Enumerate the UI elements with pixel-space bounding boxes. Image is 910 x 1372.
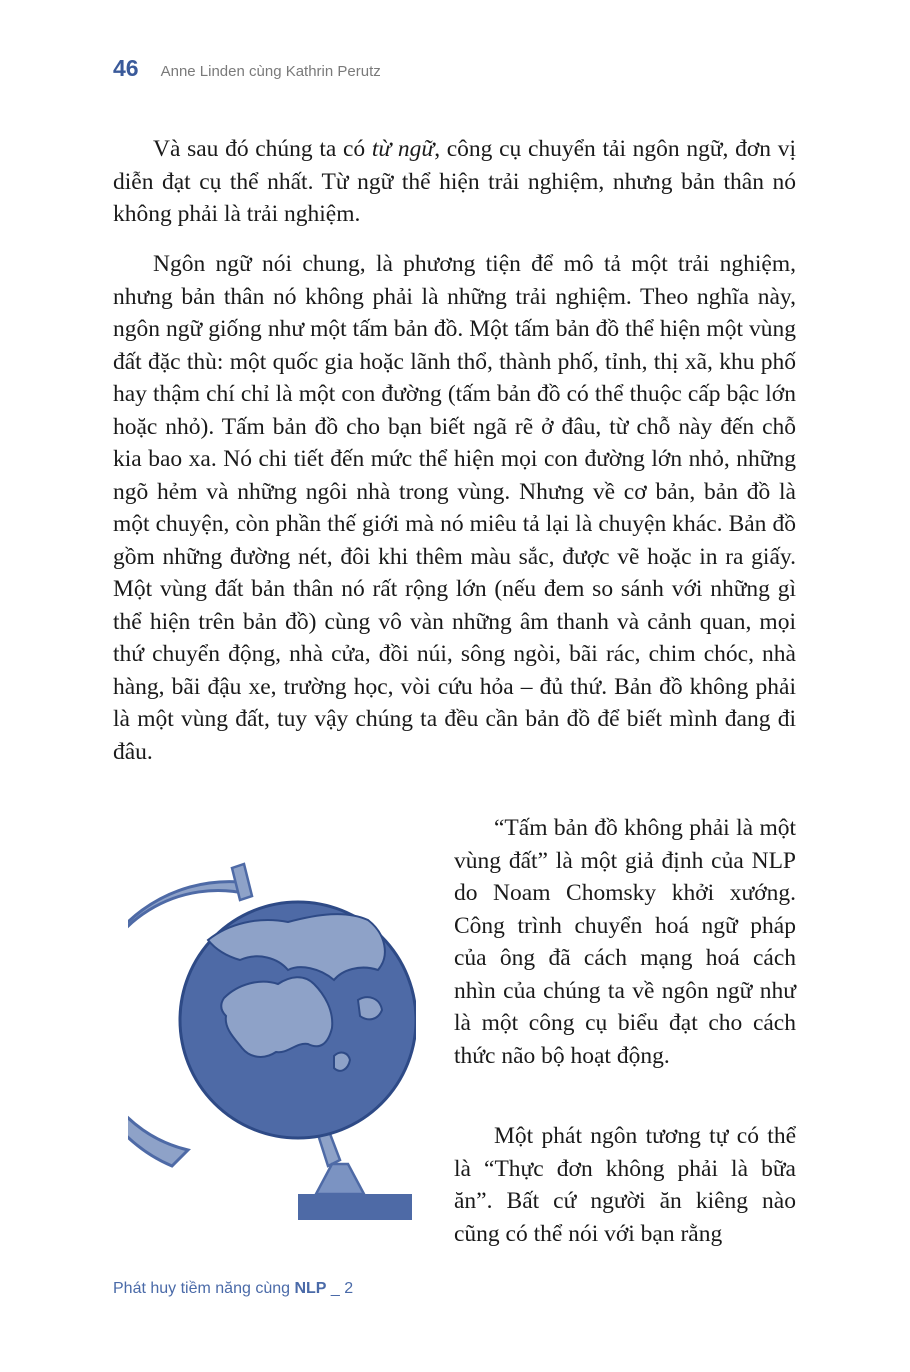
page-footer (113, 1280, 353, 1298)
paragraph-3: “Tấm bản đồ không phải là một vùng đất” là một giả định của NLP do Noam Chomsky khởi xướng. Công trình chuyển hoá ngữ pháp của ông đã cách mạng hoá cách nhìn của chúng ta về ngôn ngữ như là một công cụ biểu đạt cho cách thức não bộ hoạt động. (454, 815, 796, 1069)
paragraph-1 (113, 133, 796, 231)
footer-brand: NLP (294, 1280, 327, 1297)
page-header (113, 55, 381, 82)
paragraph-4: Một phát ngôn tương tự có thể là “Thực đơn không phải là bữa ăn”. Bất cứ người ăn kiêng nào cũng có thể nói với bạn rằng (454, 1123, 796, 1247)
paragraph-1-start: Và sau đó chúng ta có (153, 136, 372, 162)
globe-illustration (128, 860, 416, 1224)
footer-prefix: Phát huy tiềm năng cùng (113, 1280, 295, 1297)
footer-suffix: _ 2 (326, 1280, 354, 1297)
page-number: 46 (113, 55, 139, 81)
paragraph-2: Ngôn ngữ nói chung, là phương tiện để mô tả một trải nghiệm, nhưng bản thân nó không phải là những trải nghiệm. Theo nghĩa này, ngôn ngữ giống như một tấm bản đồ. Một tấm bản đồ thể hiện một vùng đất đặc thù: một quốc gia hoặc lãnh thổ, thành phố, tỉnh, thị xã, khu phố hay thậm chí chỉ là một con đường (tấm bản đồ có thể thuộc cấp bậc lớn hoặc nhỏ). Tấm bản đồ cho bạn biết ngã rẽ ở đâu, từ chỗ này đến chỗ kia bao xa. Nó chi tiết đến mức thể hiện mọi con đường lớn nhỏ, những ngõ hẻm và những ngôi nhà trong vùng. Nhưng về cơ bản, bản đồ là một chuyện, còn phần thế giới mà nó miêu tả lại là chuyện khác. Bản đồ gồm những đường nét, đôi khi thêm màu sắc, được vẽ hoặc in ra giấy. Một vùng đất bản thân nó rất rộng lớn (nếu đem so sánh với những gì thể hiện trên bản đồ) cùng vô vàn những âm thanh và cảnh quan, mọi thứ chuyển động, nhà cửa, đồi núi, sông ngòi, bãi rác, chim chóc, nhà hàng, bãi đậu xe, trường học, vòi cứu hỏa – đủ thứ. Bản đồ không phải là một vùng đất, tuy vậy chúng ta đều cần bản đồ để biết mình đang đi đâu. (113, 251, 796, 765)
running-head: Anne Linden cùng Kathrin Perutz (160, 63, 381, 80)
paragraph-1-rest: , công cụ chuyển tải ngôn ngữ, đơn vị diễn đạt cụ thể nhất. Từ ngữ thể hiện trải nghiệm, nhưng bản thân nó không phải là trải nghiệm. (113, 136, 796, 227)
emphasized-term: từ ngữ (371, 136, 435, 162)
globe-icon (128, 860, 416, 1224)
